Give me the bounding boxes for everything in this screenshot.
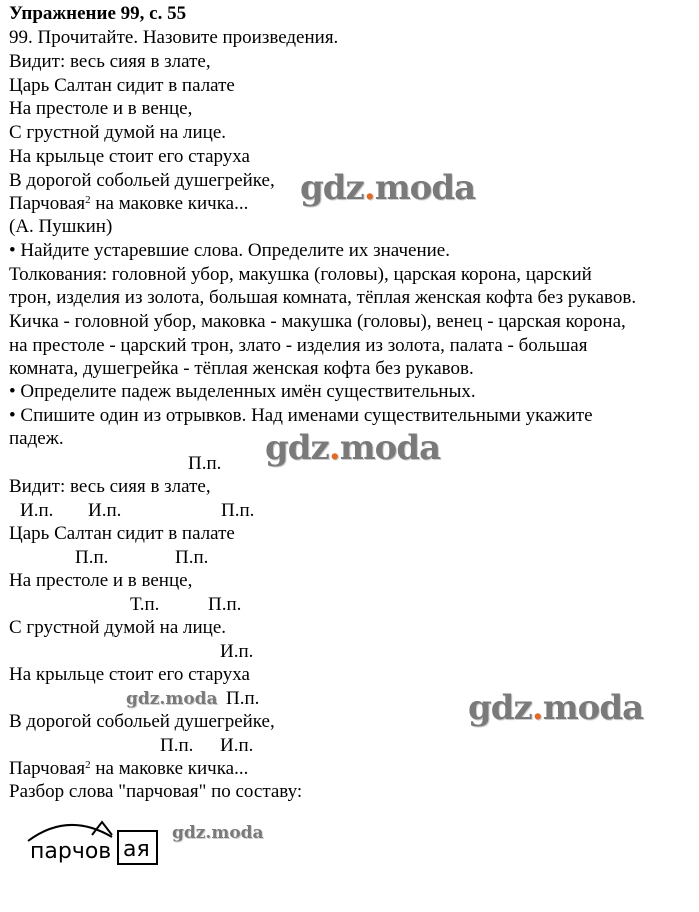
poem-line: Видит: весь сияя в злате, — [9, 51, 211, 72]
analysis-title: Разбор слова "парчовая" по составу: — [9, 781, 303, 802]
task-text: 99. Прочитайте. Назовите произведения. — [9, 27, 339, 48]
case-label: И.п. — [220, 735, 254, 756]
watermark-logo-small: gdz.moda — [126, 689, 218, 709]
poem-copy-line: Царь Салтан сидит в палате — [9, 523, 235, 544]
answer-line: Кичка - головной убор, маковка - макушка (головы), венец - царская корона, — [9, 311, 626, 332]
page-title: Упражнение 99, с. 55 — [9, 3, 187, 24]
case-label: П.п. — [160, 735, 194, 756]
case-label: П.п. — [75, 547, 109, 568]
case-label: И.п. — [88, 500, 122, 521]
question-3: • Спишите один из отрывков. Над именами существительными укажите — [9, 405, 593, 426]
poem-copy-line: Видит: весь сияя в злате, — [9, 476, 211, 497]
poem-line: В дорогой собольей душегрейке, — [9, 170, 275, 191]
poem-rest: на маковке кичка... — [95, 758, 249, 779]
footnote-mark: 2 — [85, 759, 91, 771]
footnote-mark: 2 — [85, 194, 91, 206]
poem-line: С грустной думой на лице. — [9, 122, 226, 143]
poem-line — [9, 192, 248, 215]
case-label: П.п. — [226, 688, 260, 709]
morpheme-diagram — [22, 815, 167, 875]
case-label: И.п. — [20, 500, 54, 521]
watermark-logo: gdz.moda — [468, 688, 644, 728]
meanings-line: Толкования: головной убор, макушка (головы), царская корона, царский — [9, 264, 592, 285]
morpheme-ending: ая — [123, 837, 150, 862]
poem-rest: на маковке кичка... — [95, 193, 249, 214]
author: (А. Пушкин) — [9, 216, 113, 237]
case-label: И.п. — [220, 641, 254, 662]
poem-copy-line: На престоле и в венце, — [9, 570, 193, 591]
question-1: • Найдите устаревшие слова. Определите их значение. — [9, 240, 450, 261]
poem-line: На престоле и в венце, — [9, 98, 193, 119]
case-label: Т.п. — [130, 594, 160, 615]
case-label: П.п. — [221, 500, 255, 521]
poem-line: На крыльце стоит его старуха — [9, 146, 250, 167]
case-label: П.п. — [208, 594, 242, 615]
case-label: П.п. — [175, 547, 209, 568]
watermark-logo: gdz.moda — [300, 168, 476, 208]
watermark-logo: gdz.moda — [265, 428, 441, 468]
answer-line: комната, душегрейка - тёплая женская кофта без рукавов. — [9, 358, 474, 379]
case-label: П.п. — [188, 453, 222, 474]
question-3: падеж. — [9, 428, 64, 449]
watermark-logo-small: gdz.moda — [172, 823, 264, 843]
poem-copy-line — [9, 757, 248, 780]
poem-copy-line: С грустной думой на лице. — [9, 617, 226, 638]
answer-line: на престоле - царский трон, злато - изделия из золота, палата - большая — [9, 335, 588, 356]
meanings-line: трон, изделия из золота, большая комната, тёплая женская кофта без рукавов. — [9, 287, 637, 308]
poem-line: Царь Салтан сидит в палате — [9, 75, 235, 96]
morpheme-root: парчов — [30, 839, 112, 864]
poem-copy-line: В дорогой собольей душегрейке, — [9, 711, 275, 732]
poem-word: Парчовая — [9, 758, 86, 779]
poem-copy-line: На крыльце стоит его старуха — [9, 664, 250, 685]
poem-word: Парчовая — [9, 193, 86, 214]
question-2: • Определите падеж выделенных имён существительных. — [9, 381, 476, 402]
